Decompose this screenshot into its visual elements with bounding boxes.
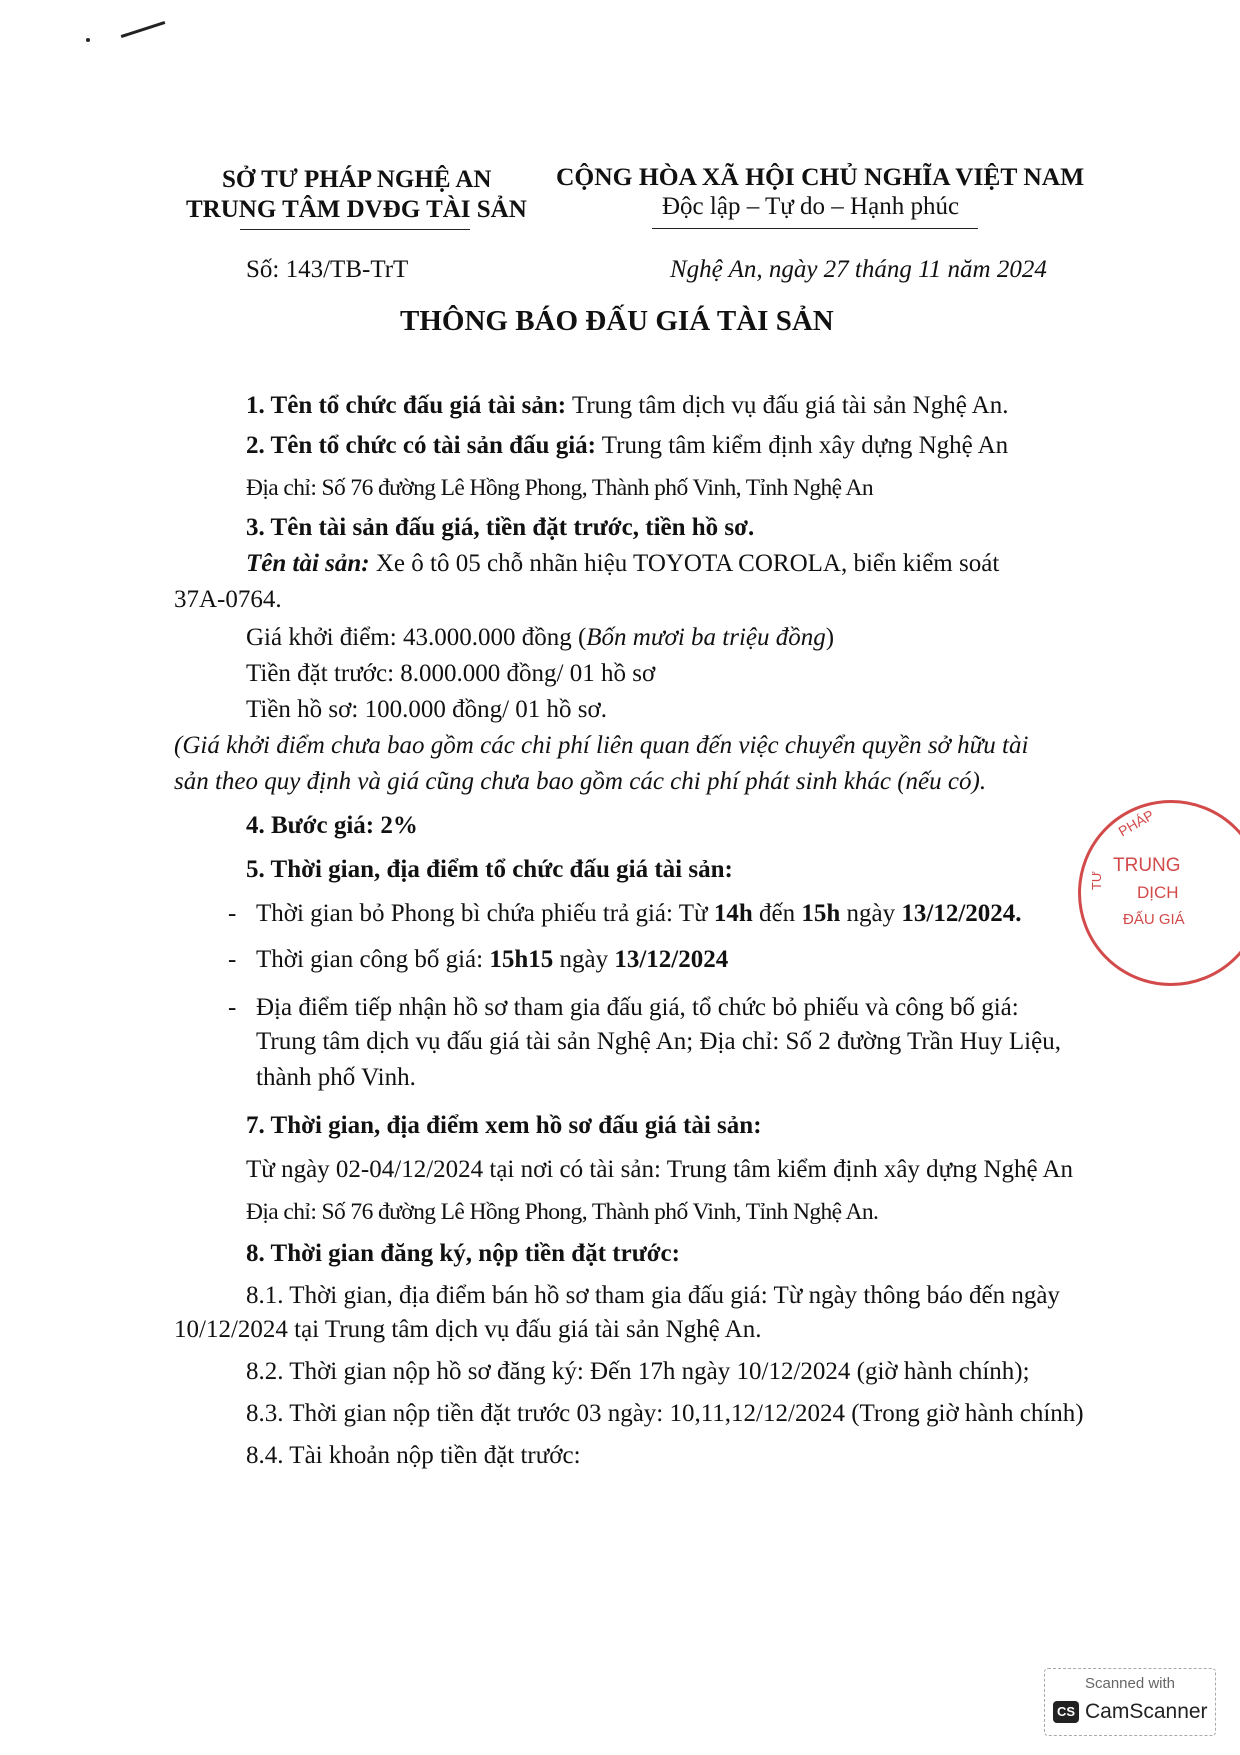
section-4: 4. Bước giá: 2% [246,812,418,839]
price-note-line-2: sản theo quy định và giá cũng chưa bao gồm các chi phí phát sinh khác (nếu có). [174,768,987,795]
section-8-2: 8.2. Thời gian nộp hồ sơ đăng ký: Đến 17h ngày 10/12/2024 (giờ hành chính); [246,1358,1030,1385]
bullet-3 [228,991,1019,1025]
document-number: Số: 143/TB-TrT [246,256,409,283]
section-8-3: 8.3. Thời gian nộp tiền đặt trước 03 ngày: 10,11,12/12/2024 (Trong giờ hành chính) [246,1400,1084,1427]
start-price-label: Giá khởi điểm: 43.000.000 đồng ( [246,624,587,651]
owner-address: Địa chỉ: Số 76 đường Lê Hồng Phong, Thành phố Vinh, Tỉnh Nghệ An [246,475,874,501]
asset-value: Xe ô tô 05 chỗ nhãn hiệu TOYOTA COROLA, biển kiểm soát [369,550,1000,577]
document-fee: Tiền hồ sơ: 100.000 đồng/ 01 hồ sơ. [246,696,607,723]
stamp-word-2: DỊCH [1137,883,1179,902]
camscanner-logo-icon: CS [1053,1701,1079,1723]
stamp-arc-left: TƯ [1089,870,1105,891]
stamp-word-1: TRUNG [1113,855,1181,876]
section-1-label: 1. Tên tổ chức đấu giá tài sản: [246,392,567,419]
section-2-value: Trung tâm kiểm định xây dựng Nghệ An [595,432,1009,459]
stamp-arc-top: PHÁP [1115,806,1157,840]
section-7-heading: 7. Thời gian, địa điểm xem hồ sơ đấu giá tài sản: [246,1112,762,1139]
bullet-1-text: Thời gian bỏ Phong bì chứa phiếu trả giá: Từ [256,900,714,927]
asset-plate: 37A-0764. [174,586,282,613]
camscanner-watermark [1044,1668,1216,1736]
section-8-heading: 8. Thời gian đăng ký, nộp tiền đặt trước: [246,1240,680,1267]
scan-mark [121,21,166,38]
section-7-line-1: Từ ngày 02-04/12/2024 tại nơi có tài sản: Trung tâm kiểm định xây dựng Nghệ An [246,1156,1074,1183]
bullet-2-date: 13/12/2024 [614,946,729,973]
bullet-1 [228,897,1022,931]
bullet-1-date: 13/12/2024. [901,900,1022,927]
asset-label: Tên tài sản: [246,550,370,577]
stamp-word-3: ĐẤU GIÁ [1123,911,1185,928]
center-name: TRUNG TÂM DVĐG TÀI SẢN [186,196,527,223]
document-title: THÔNG BÁO ĐẤU GIÁ TÀI SẢN [400,305,834,337]
motto-underline [652,228,978,229]
bullet-dash: - [228,994,237,1021]
section-2-label: 2. Tên tổ chức có tài sản đấu giá: [246,432,596,459]
motto: Độc lập – Tự do – Hạnh phúc [662,193,960,220]
bullet-1-mid: đến [752,900,802,927]
asset-line [246,547,999,581]
section-1 [246,389,1008,423]
left-underline [240,229,470,230]
bullet-3-line-3: thành phố Vinh. [256,1064,416,1091]
section-5-heading: 5. Thời gian, địa điểm tổ chức đấu giá tài sản: [246,856,733,883]
bullet-3-line-2: Trung tâm dịch vụ đấu giá tài sản Nghệ An; Địa chỉ: Số 2 đường Trần Huy Liệu, [256,1028,1061,1055]
start-price-words: Bốn mươi ba triệu đồng [586,624,826,651]
red-stamp [1078,800,1240,986]
price-note-line-1: (Giá khởi điểm chưa bao gồm các chi phí liên quan đến việc chuyển quyền sở hữu tài [174,732,1029,759]
start-price-close: ) [825,624,835,651]
section-8-4: 8.4. Tài khoản nộp tiền đặt trước: [246,1442,581,1469]
agency-name: SỞ TƯ PHÁP NGHỆ AN [222,166,492,193]
bullet-2-time: 15h15 [489,946,554,973]
section-8-1-line-2: 10/12/2024 tại Trung tâm dịch vụ đấu giá tài sản Nghệ An. [174,1316,762,1343]
section-1-value: Trung tâm dịch vụ đấu giá tài sản Nghệ An. [566,392,1009,419]
start-price [246,621,834,655]
bullet-3-line-1: Địa điểm tiếp nhận hồ sơ tham gia đấu giá, tổ chức bỏ phiếu và công bố giá: [256,994,1019,1021]
section-7-line-2: Địa chỉ: Số 76 đường Lê Hồng Phong, Thành phố Vinh, Tỉnh Nghệ An. [246,1199,879,1225]
scan-dot [86,38,90,42]
document-date: Nghệ An, ngày 27 tháng 11 năm 2024 [670,256,1047,283]
bullet-2-mid: ngày [553,946,615,973]
bullet-2-text: Thời gian công bố giá: [256,946,490,973]
deposit: Tiền đặt trước: 8.000.000 đồng/ 01 hồ sơ [246,660,656,687]
bullet-dash: - [228,900,237,927]
section-2 [246,429,1008,463]
bullet-1-mid2: ngày [840,900,902,927]
country-name: CỘNG HÒA XÃ HỘI CHỦ NGHĨA VIỆT NAM [556,162,1085,191]
bullet-1-time-end: 15h [801,900,841,927]
watermark-brand: CamScanner [1085,1700,1208,1723]
section-8-1-line-1: 8.1. Thời gian, địa điểm bán hồ sơ tham gia đấu giá: Từ ngày thông báo đến ngày [246,1282,1060,1309]
bullet-1-time-start: 14h [713,900,753,927]
bullet-dash: - [228,946,237,973]
bullet-2 [228,943,728,977]
watermark-caption: Scanned with [1084,1675,1176,1692]
section-3-heading: 3. Tên tài sản đấu giá, tiền đặt trước, tiền hồ sơ. [246,514,755,541]
